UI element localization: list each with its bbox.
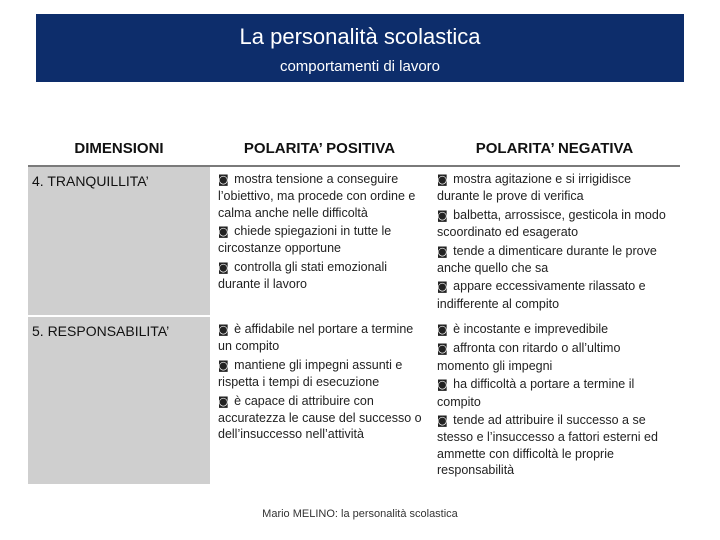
slide-footer: Mario MELINO: la personalità scolastica: [262, 508, 458, 520]
bullet-icon: ◙: [437, 414, 448, 428]
list-item: ◙ è affidabile nel portare a termine un compito: [218, 322, 414, 354]
dimension-label: 5. RESPONSABILITA’: [28, 317, 210, 484]
negative-cell: [429, 167, 680, 315]
bullet-icon: ◙: [218, 260, 229, 274]
positive-cell: [210, 317, 429, 484]
list-item: ◙ appare eccessivamente rilassato e indifferente al compito: [437, 279, 646, 311]
dimension-label: 4. TRANQUILLITA’: [28, 167, 210, 315]
table-header: [28, 132, 680, 167]
bullet-icon: ◙: [437, 173, 448, 186]
bullet-icon: ◙: [218, 358, 229, 372]
bullet-icon: ◙: [218, 323, 229, 336]
bullet-icon: ◙: [437, 342, 448, 356]
bullet-icon: ◙: [218, 394, 229, 408]
table-row: [28, 317, 680, 486]
bullet-icon: ◙: [218, 173, 229, 186]
bullet-icon: ◙: [218, 225, 229, 239]
list-item: ◙ mostra tensione a conseguire l’obiettivo, ma procede con ordine e calma anche nelle difficoltà: [218, 172, 416, 220]
table-row: [28, 167, 680, 317]
list-item: ◙ balbetta, arrossisce, gesticola in modo scoordinato ed esagerato: [437, 207, 666, 240]
bullet-icon: ◙: [437, 323, 448, 336]
slide-title: La personalità scolastica: [239, 24, 481, 49]
header-polarita-negativa: POLARITA’ NEGATIVA: [475, 140, 634, 157]
positive-cell: [210, 167, 429, 315]
list-item: ◙ tende ad attribuire il successo a se stesso e l’insuccesso a fattori esterni ed ammette con difficoltà le proprie responsabilità: [437, 413, 658, 477]
dimensions-table: [28, 132, 680, 486]
list-item: ◙ tende a dimenticare durante le prove anche quello che sa: [437, 243, 657, 275]
header-dimensioni: DIMENSIONI: [74, 140, 164, 157]
list-item: ◙ è incostante e imprevedibile: [437, 322, 609, 336]
bullet-icon: ◙: [437, 280, 448, 294]
header-polarita-positiva: POLARITA’ POSITIVA: [243, 140, 396, 157]
list-item: ◙ mantiene gli impegni assunti e rispetta i tempi di esecuzione: [218, 357, 403, 390]
slide-subtitle: comportamenti di lavoro: [279, 58, 441, 75]
bullet-icon: ◙: [437, 244, 448, 258]
list-item: ◙ affronta con ritardo o all’ultimo momento gli impegni: [437, 341, 621, 373]
list-item: ◙ è capace di attribuire con accuratezza le cause del successo o dell’insuccesso nell’attività: [218, 393, 422, 442]
bullet-icon: ◙: [437, 378, 448, 392]
negative-cell: [429, 317, 680, 484]
list-item: ◙ mostra agitazione e si irrigidisce durante le prove di verifica: [437, 172, 632, 204]
title-banner: [36, 14, 684, 82]
list-item: ◙ chiede spiegazioni in tutte le circostanze opportune: [218, 224, 392, 256]
list-item: ◙ controlla gli stati emozionali durante il lavoro: [218, 259, 388, 292]
bullet-icon: ◙: [437, 208, 448, 222]
list-item: ◙ ha difficoltà a portare a termine il compito: [437, 377, 635, 409]
